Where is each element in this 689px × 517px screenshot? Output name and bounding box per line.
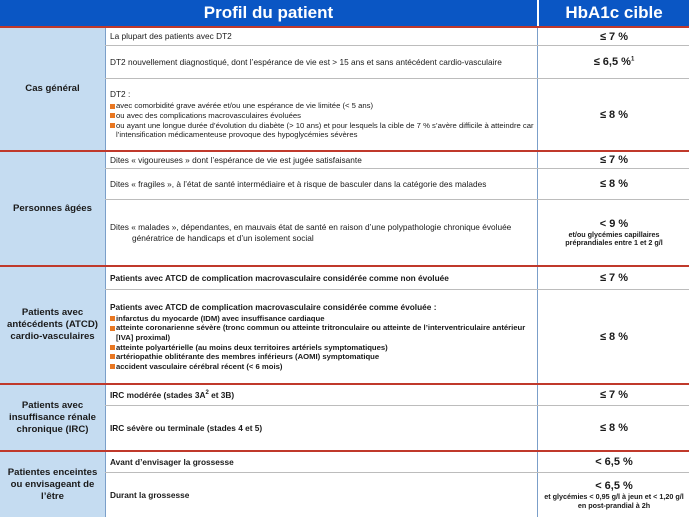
target-note: et glycémies < 0,95 g/l à jeun et < 1,20 g/l en post-prandial à 2h	[544, 492, 684, 510]
row-general-2	[110, 46, 534, 78]
target-pregnancy-2	[539, 473, 689, 517]
orange-bullet-icon	[110, 113, 115, 118]
row-text: Patients avec ATCD de complication macrovasculaire considérée comme non évoluée	[110, 272, 449, 283]
row-general-3	[110, 79, 534, 150]
row-intro: DT2 :	[110, 89, 131, 100]
target-cv-2: ≤ 8 %	[599, 330, 629, 343]
row-text: Dites « vigoureuses » dont l’espérance de vie est jugée satisfaisante	[110, 154, 362, 165]
bullet-text: infarctus du myocarde (IDM) avec insuffisance cardiaque	[116, 313, 325, 323]
group-label-cardiovascular: Patients avec antécédents (ATCD) cardio-vasculaires	[0, 265, 105, 383]
target-general-2	[539, 46, 689, 78]
row-text: Dites « malades », dépendantes, en mauvais état de santé en raison d’une polypathologie chronique évoluée génératrice de handicaps et d’un isolement social	[110, 221, 512, 243]
group-label-renal: Patients avec insuffisance rénale chronique (IRC)	[0, 383, 105, 450]
row-elderly-2	[110, 169, 534, 199]
target-pregnancy-1: < 6,5 %	[595, 456, 633, 468]
row-text: IRC modérée (stades 3A	[110, 389, 206, 400]
group-label-general: Cas général	[0, 26, 105, 150]
target-value: ≤ 6,5 %	[593, 56, 631, 68]
orange-bullet-icon	[110, 123, 115, 128]
target-value: < 9 %	[599, 217, 629, 230]
target-general-1: ≤ 7 %	[599, 30, 629, 43]
orange-bullet-icon	[110, 316, 115, 321]
footnote-marker: 2	[205, 389, 209, 396]
row-elderly-1	[110, 152, 534, 168]
row-text: Durant la grossesse	[110, 489, 190, 500]
row-cv-2	[110, 290, 534, 383]
row-cv-1	[110, 267, 534, 289]
target-elderly-3	[539, 200, 689, 265]
bullet-text: accident vasculaire cérébral récent (< 6 mois)	[116, 361, 283, 371]
target-elderly-1: ≤ 7 %	[599, 154, 629, 166]
bullet-text: atteinte coronarienne sévère (tronc commun ou atteinte tritronculaire ou atteinte de l’interventriculaire antérieur [IVA] proximal)	[116, 323, 526, 342]
row-renal-2	[110, 406, 534, 450]
profile-column-header: Profil du patient	[0, 0, 537, 26]
row-elderly-3	[110, 200, 534, 265]
orange-bullet-icon	[110, 104, 115, 109]
orange-bullet-icon	[110, 345, 115, 350]
row-text: IRC sévère ou terminale (stades 4 et 5)	[110, 422, 263, 433]
row-text: DT2 nouvellement diagnostiqué, dont l’espérance de vie est > 15 ans et sans antécédent cardio-vasculaire	[110, 56, 502, 67]
target-note: et/ou glycémies capillaires préprandiales entre 1 et 2 g/l	[565, 229, 663, 247]
column-divider-left	[105, 26, 106, 517]
target-renal-2: ≤ 8 %	[599, 422, 629, 434]
orange-bullet-icon	[110, 326, 115, 331]
group-label-elderly: Personnes âgées	[0, 150, 105, 265]
row-pregnancy-1	[110, 452, 534, 472]
group-label-pregnancy: Patientes enceintes ou envisageant de l’être	[0, 450, 105, 517]
bullet-text: artériopathie oblitérante des membres inférieurs (AOMI) symptomatique	[116, 352, 380, 362]
target-general-3: ≤ 8 %	[599, 108, 629, 121]
bullet-text: atteinte polyartérielle (au moins deux territoires artériels symptomatiques)	[116, 342, 388, 352]
bullet-text: ou avec des complications macrovasculaires évoluées	[116, 110, 302, 120]
target-value: < 6,5 %	[595, 480, 633, 492]
bullet-text: avec comorbidité grave avérée et/ou une espérance de vie limitée (< 5 ans)	[116, 101, 374, 111]
row-renal-1	[110, 385, 534, 405]
row-text: Dites « fragiles », à l’état de santé intermédiaire et à risque de basculer dans la catégorie des malades	[110, 178, 487, 189]
orange-bullet-icon	[110, 354, 115, 359]
target-renal-1: ≤ 7 %	[599, 389, 629, 401]
target-elderly-2: ≤ 8 %	[599, 178, 629, 190]
row-general-1	[110, 28, 534, 45]
target-cv-1: ≤ 7 %	[599, 272, 629, 284]
orange-bullet-icon	[110, 364, 115, 369]
bullet-text: ou ayant une longue durée d’évolution du diabète (> 10 ans) et pour lesquels la cible de 7 % s’avère difficile à atteindre car l’intensification médicamenteuse provoque des hypoglycémies sévères	[116, 120, 534, 140]
footnote-marker: 1	[630, 56, 635, 63]
target-column-header: HbA1c cible	[539, 0, 689, 26]
row-pregnancy-2	[110, 473, 534, 517]
row-text: Avant d’envisager la grossesse	[110, 456, 234, 467]
row-text: et 3B)	[208, 389, 235, 400]
column-divider-right	[537, 26, 538, 517]
row-intro: Patients avec ATCD de complication macrovasculaire considérée comme évoluée :	[110, 301, 437, 312]
row-text: La plupart des patients avec DT2	[110, 31, 232, 41]
